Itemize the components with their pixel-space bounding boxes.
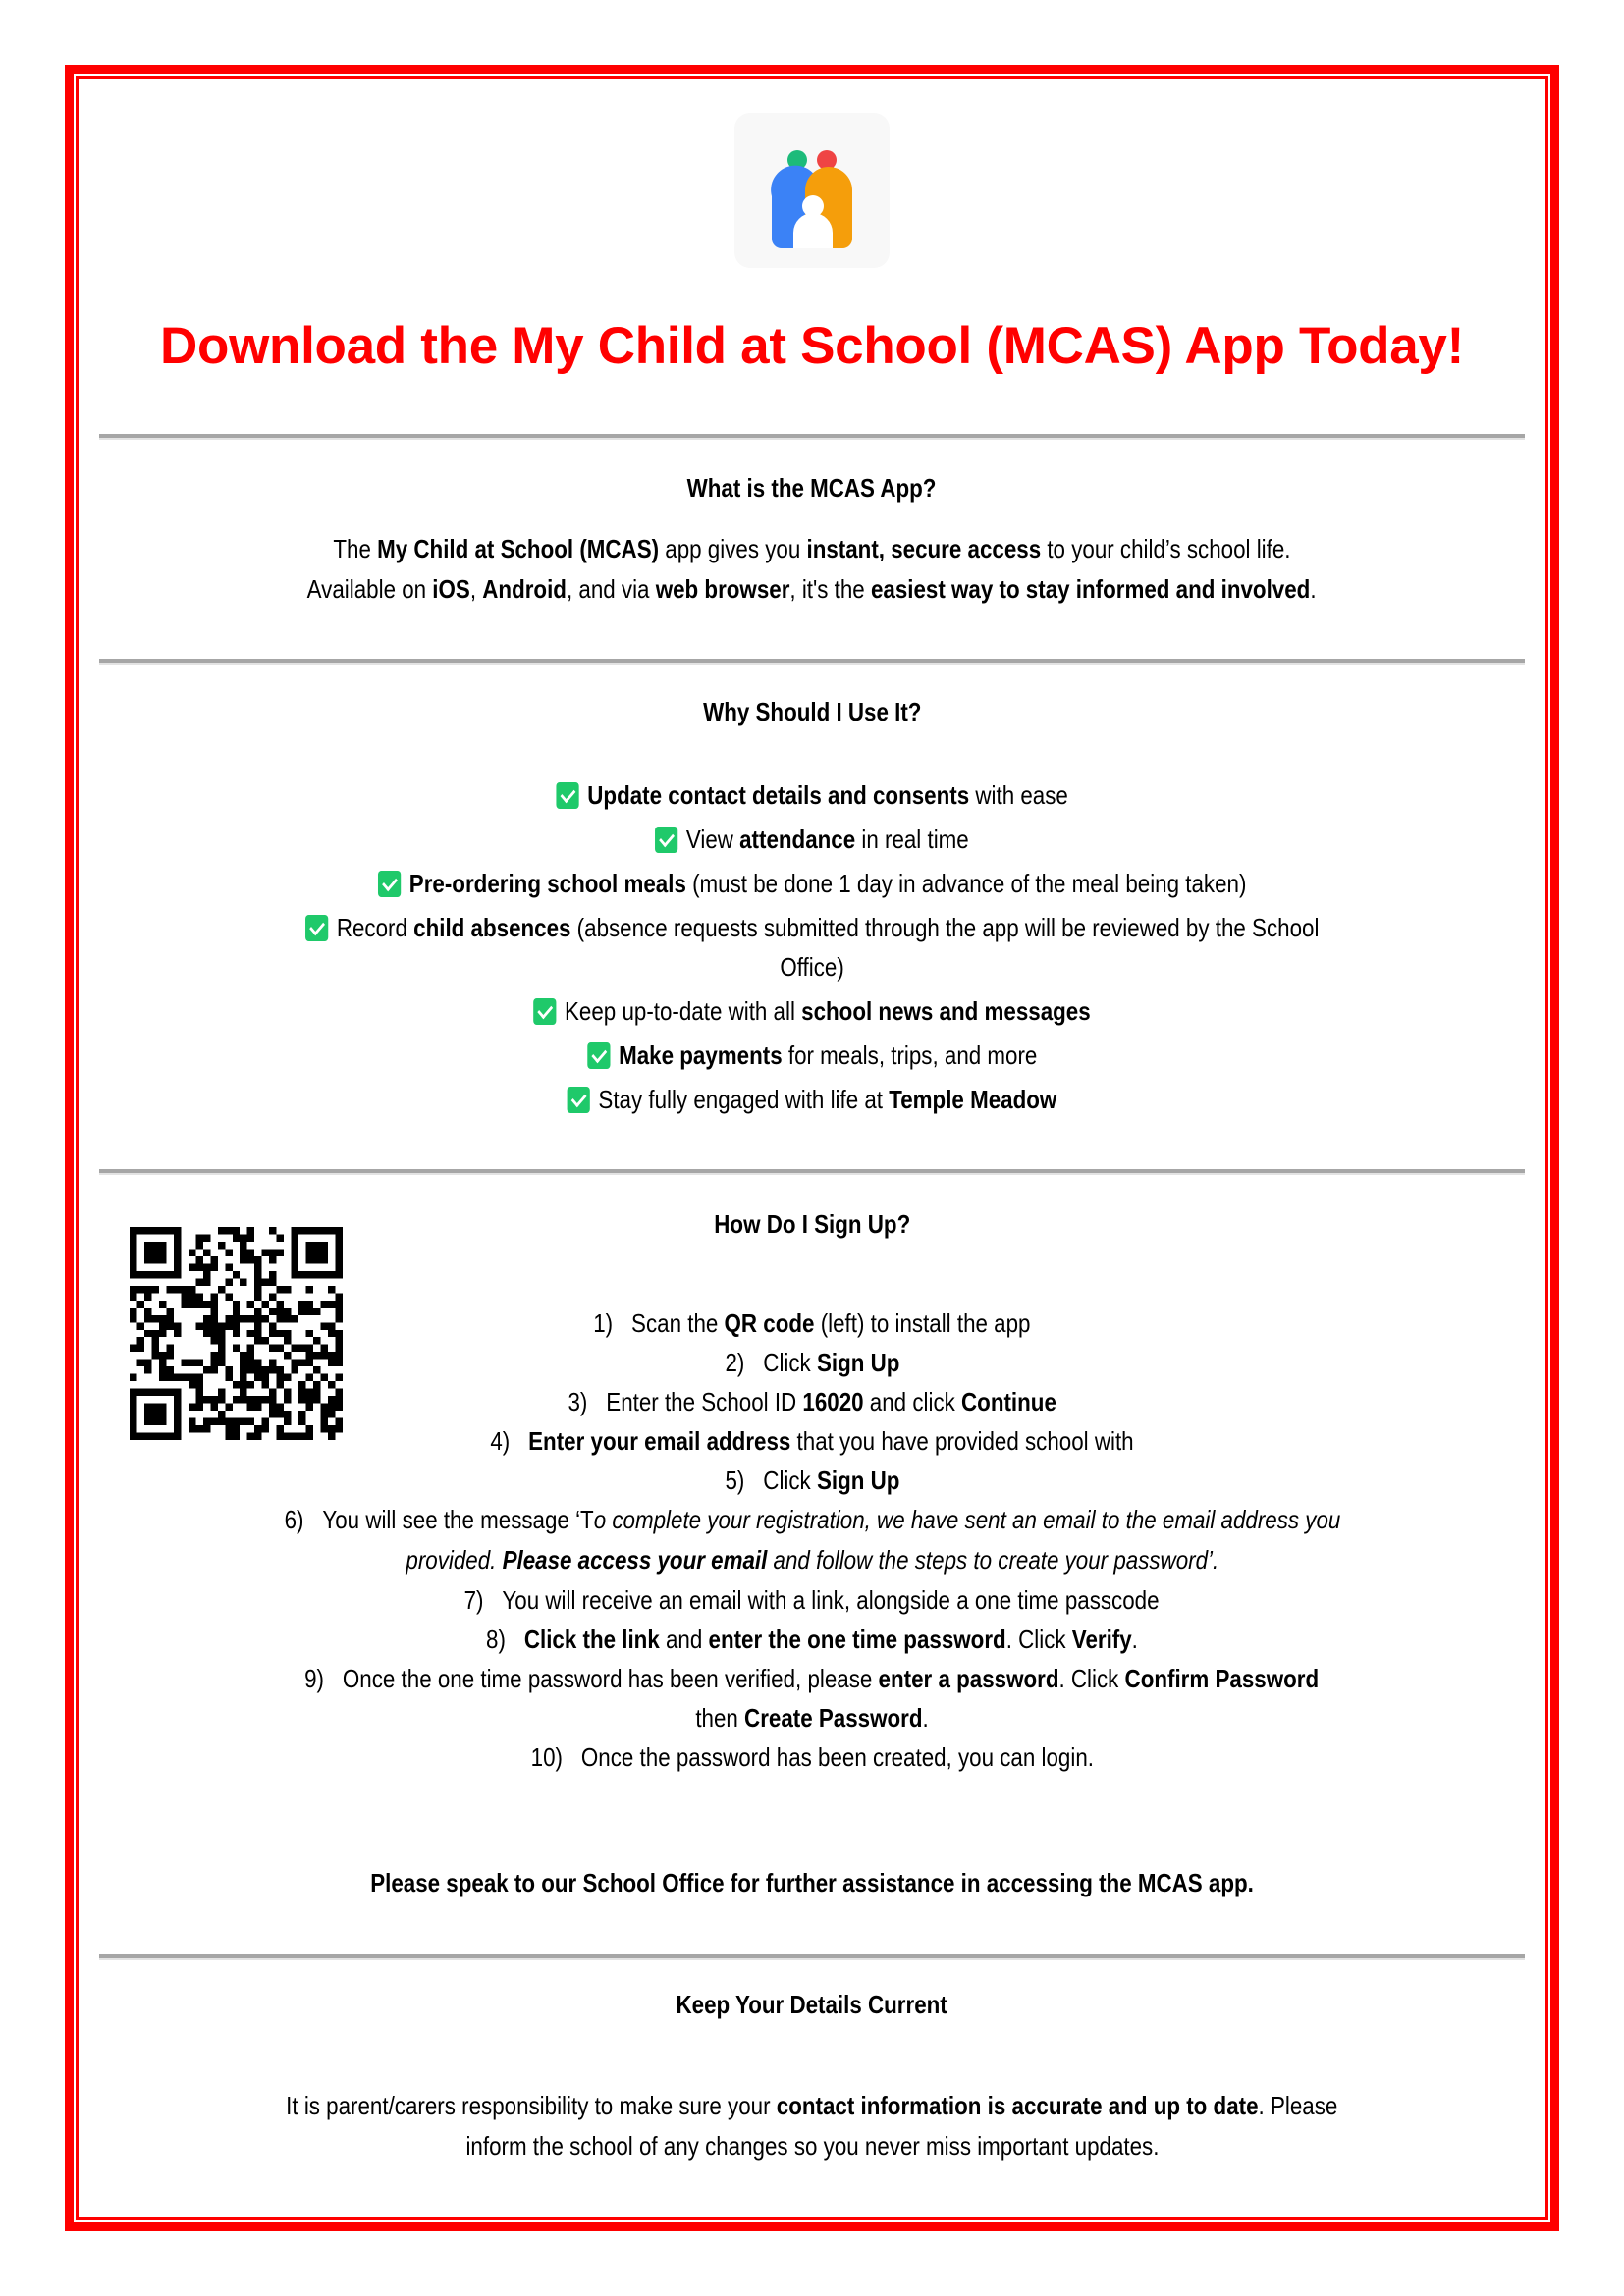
qr-module [277,1249,284,1255]
section-divider [99,1954,1525,1958]
signup-step [88,1663,1536,1694]
qr-module [159,1418,166,1425]
qr-module [292,1256,298,1263]
qr-module [269,1278,276,1285]
qr-module [233,1271,240,1278]
qr-module [130,1418,136,1425]
qr-module [166,1271,173,1278]
signup-step [88,1741,1536,1773]
qr-module [210,1256,217,1263]
qr-module [174,1271,181,1278]
text-run: . Click [1058,1664,1125,1693]
qr-module [328,1271,335,1278]
section-heading-what: What is the MCAS App? [687,473,937,503]
qr-module [247,1234,254,1241]
qr-module [210,1263,217,1270]
mcas-family-icon [734,113,890,268]
qr-module [159,1249,166,1255]
text-run: . Please [1258,2091,1338,2120]
qr-module [254,1286,261,1293]
qr-module [225,1293,232,1300]
qr-module [284,1418,291,1425]
what-paragraph-line [88,533,1536,564]
qr-module [269,1249,276,1255]
qr-module [298,1418,305,1425]
qr-module [240,1256,246,1263]
text-run: Click [762,1348,817,1377]
qr-module [189,1249,195,1255]
step-number: 3) [568,1387,588,1416]
qr-module [328,1286,335,1293]
qr-module [136,1286,143,1293]
qr-module [144,1271,151,1278]
qr-module [284,1286,291,1293]
qr-module [233,1234,240,1241]
qr-module [174,1242,181,1249]
text-run: . [922,1703,929,1733]
bold-text: contact information is accurate and up to date [776,2091,1259,2120]
qr-module [262,1249,269,1255]
text-run: for meals, trips, and more [782,1041,1038,1070]
qr-module [144,1256,151,1263]
text-run: Keep up-to-date with all [565,996,802,1026]
qr-module [174,1418,181,1425]
qr-module [240,1249,246,1255]
bold-text: QR code [724,1308,815,1338]
qr-module [136,1227,143,1234]
qr-module [269,1293,276,1300]
signup-step [88,1386,1536,1417]
benefit-item [88,824,1536,855]
section-heading-details: Keep Your Details Current [676,1990,948,2019]
text-run: Click [762,1466,817,1495]
section-divider [99,1169,1525,1173]
step-number: 5) [725,1466,744,1495]
benefit-item [88,995,1536,1027]
checkbox-checked-icon [305,915,328,941]
step-number: 1) [593,1308,614,1338]
qr-module [298,1227,305,1234]
step-number: 4) [490,1426,511,1456]
qr-module [292,1242,298,1249]
text-run: app gives you [659,534,807,563]
bold-text: Continue [960,1387,1056,1416]
bold-text: Temple Meadow [889,1085,1057,1114]
text-run: , and via [567,574,657,604]
qr-module [159,1256,166,1263]
text-run: in real time [855,825,969,854]
qr-module [189,1418,195,1425]
text-run: (absence requests submitted through the app will be reviewed by the School [570,913,1320,942]
bold-text: Android [482,574,568,604]
bold-text: Make payments [618,1041,783,1070]
signup-step [88,1425,1536,1457]
text-run: (left) to install the app [814,1308,1031,1338]
signup-step [88,1308,1536,1339]
signup-step [88,1347,1536,1378]
step-number: 9) [304,1664,325,1693]
bold-text: Create Password [744,1703,923,1733]
bold-text: Confirm Password [1124,1664,1320,1693]
qr-module [130,1293,136,1300]
qr-module [225,1249,232,1255]
text-run: You will receive an email with a link, alongside a one time passcode [502,1585,1160,1615]
qr-module [321,1271,328,1278]
section-heading-signup: How Do I Sign Up? [714,1209,910,1239]
qr-module [218,1227,225,1234]
step-number: 7) [464,1585,484,1615]
details-paragraph-line [88,2130,1536,2162]
qr-module [203,1271,210,1278]
qr-module [151,1286,158,1293]
qr-module [151,1271,158,1278]
qr-module [306,1256,313,1263]
qr-module [218,1242,225,1249]
qr-module [144,1242,151,1249]
qr-module [189,1263,195,1270]
qr-module [159,1271,166,1278]
qr-module [336,1293,343,1300]
qr-module [195,1293,202,1300]
text-run: Enter the School ID [606,1387,803,1416]
text-run: provided. [406,1545,503,1575]
bold-text: 16020 [802,1387,864,1416]
qr-module [218,1286,225,1293]
qr-module [240,1234,246,1241]
benefit-item [88,868,1536,899]
signup-step [88,1624,1536,1655]
qr-module [136,1271,143,1278]
qr-module [144,1293,151,1300]
details-paragraph-line [88,2090,1536,2121]
qr-module [181,1286,188,1293]
text-run: then [695,1703,745,1733]
qr-module [321,1256,328,1263]
qr-module [203,1234,210,1241]
qr-module [336,1227,343,1234]
qr-module [269,1227,276,1234]
qr-module [225,1227,232,1234]
qr-module [336,1242,343,1249]
qr-module [144,1286,151,1293]
text-run: Scan the [631,1308,725,1338]
mcas-app-logo [734,113,890,268]
qr-module [240,1278,246,1285]
qr-module [313,1271,320,1278]
qr-module [151,1249,158,1255]
text-run: (must be done 1 day in advance of the meal being taken) [685,869,1247,898]
qr-module [225,1278,232,1285]
qr-module [210,1418,217,1425]
qr-module [130,1256,136,1263]
qr-module [313,1227,320,1234]
bold-text: easiest way to stay informed and involved [871,574,1311,604]
text-run: and [659,1625,709,1654]
qr-module [166,1227,173,1234]
bold-text: enter the one time password [708,1625,1006,1654]
section-divider [99,659,1525,663]
bold-text: Pre-ordering school meals [408,869,686,898]
qr-module [130,1286,136,1293]
page-border-inner [76,76,1548,2220]
bold-text: Sign Up [816,1348,899,1377]
qr-module [336,1234,343,1241]
signup-step [88,1465,1536,1496]
qr-module [254,1278,261,1285]
qr-module [195,1278,202,1285]
qr-module [321,1418,328,1425]
qr-module [151,1227,158,1234]
text-run: Once the password has been created, you can login. [580,1742,1094,1772]
section-divider [99,434,1525,438]
section-heading-why: Why Should I Use It? [702,697,922,726]
qr-module [144,1249,151,1255]
qr-module [247,1249,254,1255]
qr-module [254,1263,261,1270]
text-run: that you have provided school with [790,1426,1134,1456]
qr-module [130,1271,136,1278]
text-run: The [333,534,378,563]
qr-module [218,1418,225,1425]
text-run: Record [336,913,413,942]
bold-text: Update contact details and consents [587,780,970,810]
qr-module [174,1249,181,1255]
qr-module [321,1227,328,1234]
qr-module [130,1242,136,1249]
page-title: Download the My Child at School (MCAS) App Today! [160,317,1464,375]
qr-module [292,1227,298,1234]
qr-module [130,1263,136,1270]
bold-text: Verify [1071,1625,1132,1654]
qr-module [151,1256,158,1263]
qr-module [195,1263,202,1270]
qr-module [189,1286,195,1293]
qr-module [336,1418,343,1425]
signup-step-continuation [88,1544,1536,1575]
qr-module [130,1227,136,1234]
qr-module [306,1249,313,1255]
bold-text: Sign Up [816,1466,899,1495]
step-number: 8) [486,1625,506,1654]
bold-text: web browser [656,574,790,604]
qr-module [233,1227,240,1234]
bold-text: enter a password [878,1664,1059,1693]
qr-module [269,1271,276,1278]
qr-module [130,1249,136,1255]
text-run: inform the school of any changes so you never miss important updates. [465,2131,1159,2161]
qr-module [144,1227,151,1234]
qr-module [336,1271,343,1278]
qr-module [210,1293,217,1300]
signup-step [88,1504,1536,1535]
qr-module [306,1286,313,1293]
benefit-item [88,1040,1536,1071]
text-run: . [1310,574,1317,604]
qr-module [159,1227,166,1234]
qr-module [313,1242,320,1249]
qr-module [240,1242,246,1249]
qr-module [159,1242,166,1249]
qr-module [174,1256,181,1263]
qr-module [203,1263,210,1270]
qr-module [203,1278,210,1285]
bold-text: Please access your email [502,1545,768,1575]
signup-step [88,1584,1536,1616]
qr-module [203,1249,210,1255]
qr-module [166,1286,173,1293]
bold-text: Click the link [523,1625,660,1654]
benefit-item [88,779,1536,811]
checkbox-checked-icon [533,998,556,1025]
qr-module [247,1418,254,1425]
qr-module [254,1256,261,1263]
text-run: . [1131,1625,1138,1654]
qr-module [247,1227,254,1234]
assistance-note: Please speak to our School Office for further assistance in accessing the MCAS app. [370,1868,1254,1897]
qr-module [144,1418,151,1425]
qr-module [254,1293,261,1300]
bold-text: school news and messages [801,996,1091,1026]
qr-module [313,1249,320,1255]
text-run: and click [863,1387,961,1416]
qr-module [292,1234,298,1241]
qr-module [313,1256,320,1263]
text-run: , it's the [789,574,872,604]
signup-step-continuation [88,1702,1536,1734]
text-run: o complete your registration, we have sent an email to the email address you [593,1505,1340,1534]
qr-module [225,1418,232,1425]
qr-module [195,1256,202,1263]
what-paragraph-line [88,573,1536,605]
qr-module [203,1418,210,1425]
qr-module [292,1249,298,1255]
text-run: Stay fully engaged with life at [598,1085,890,1114]
checkbox-checked-icon [568,1087,590,1113]
text-run: and follow the steps to create your password’. [767,1545,1218,1575]
qr-module [306,1271,313,1278]
qr-module [262,1418,269,1425]
qr-module [262,1278,269,1285]
qr-module [195,1242,202,1249]
qr-module [321,1249,328,1255]
qr-module [254,1271,261,1278]
qr-module [292,1263,298,1270]
qr-module [240,1418,246,1425]
qr-module [336,1256,343,1263]
qr-module [233,1418,240,1425]
text-run: You will see the message ‘T [321,1505,594,1534]
qr-module [328,1227,335,1234]
checkbox-checked-icon [655,827,677,853]
bold-text: attendance [739,825,856,854]
bold-text: instant, secure access [806,534,1042,563]
qr-module [195,1234,202,1241]
qr-module [306,1227,313,1234]
qr-module [151,1418,158,1425]
bold-text: Enter your email address [528,1426,791,1456]
qr-module [292,1271,298,1278]
step-number: 10) [530,1742,563,1772]
qr-module [189,1293,195,1300]
benefit-item [88,1084,1536,1115]
text-run: Available on [307,574,433,604]
step-number: 6) [284,1505,303,1534]
step-number: 2) [725,1348,744,1377]
qr-module [225,1263,232,1270]
qr-module [298,1271,305,1278]
text-run: , [470,574,483,604]
qr-module [174,1263,181,1270]
text-run: . Click [1005,1625,1072,1654]
text-run: with ease [969,780,1068,810]
qr-module [151,1242,158,1249]
text-run: to your child’s school life. [1041,534,1291,563]
qr-module [277,1234,284,1241]
qr-module [174,1234,181,1241]
benefit-item [88,912,1536,943]
qr-module [306,1242,313,1249]
qr-module [277,1286,284,1293]
bold-text: child absences [412,913,571,942]
text-run: Once the one time password has been verified, please [343,1664,879,1693]
qr-module [130,1234,136,1241]
benefit-item-continuation: Office) [780,952,844,982]
qr-module [336,1249,343,1255]
qr-module [174,1227,181,1234]
qr-module [269,1256,276,1263]
qr-module [181,1293,188,1300]
checkbox-checked-icon [587,1042,610,1069]
text-run: It is parent/carers responsibility to make sure your [286,2091,777,2120]
bold-text: iOS [432,574,471,604]
text-run: View [685,825,740,854]
checkbox-checked-icon [556,782,578,809]
qr-module [247,1256,254,1263]
qr-module [174,1286,181,1293]
checkbox-checked-icon [378,871,401,897]
qr-module [336,1263,343,1270]
bold-text: My Child at School (MCAS) [377,534,660,563]
qr-module [321,1242,328,1249]
